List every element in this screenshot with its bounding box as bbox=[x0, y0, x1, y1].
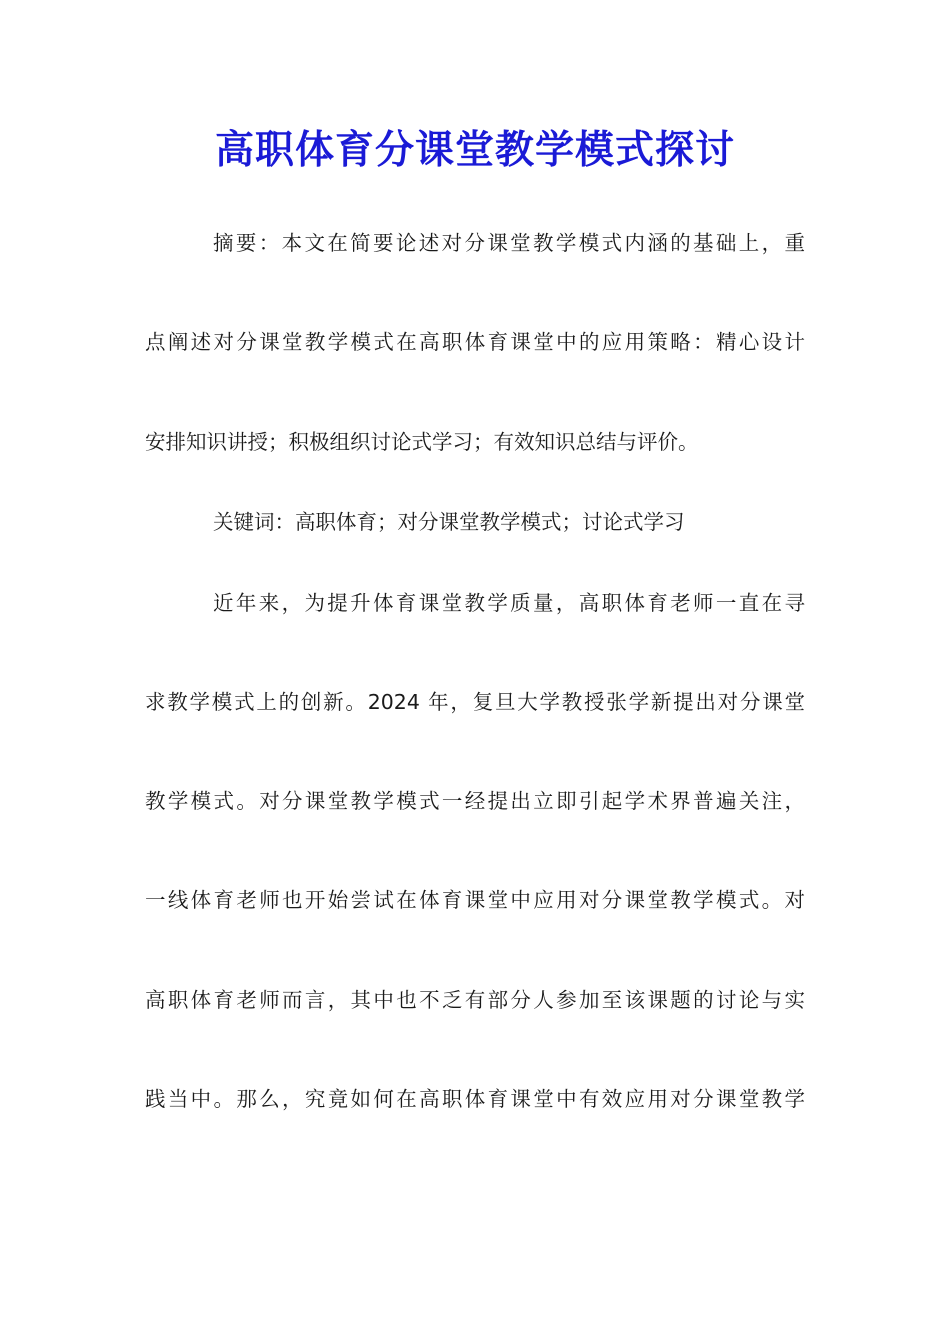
abstract-line-1: 摘要：本文在简要论述对分课堂教学模式内涵的基础上，重 bbox=[213, 231, 805, 255]
document-title: 高职体育分课堂教学模式探讨 bbox=[214, 127, 735, 173]
keywords-line: 关键词：高职体育；对分课堂教学模式；讨论式学习 bbox=[213, 510, 685, 534]
body-line-2: 求教学模式上的创新。2024 年，复旦大学教授张学新提出对分课堂 bbox=[145, 690, 805, 714]
abstract-line-2: 点阐述对分课堂教学模式在高职体育课堂中的应用策略：精心设计 bbox=[145, 330, 805, 354]
body-line-1: 近年来，为提升体育课堂教学质量，高职体育老师一直在寻 bbox=[213, 591, 805, 615]
abstract-line-3: 安排知识讲授；积极组织讨论式学习；有效知识总结与评价。 bbox=[145, 430, 699, 454]
body-line-3: 教学模式。对分课堂教学模式一经提出立即引起学术界普遍关注， bbox=[145, 789, 805, 813]
body-line-6: 践当中。那么，究竟如何在高职体育课堂中有效应用对分课堂教学 bbox=[145, 1087, 805, 1111]
body-line-5: 高职体育老师而言，其中也不乏有部分人参加至该课题的讨论与实 bbox=[145, 988, 805, 1012]
body-line-4: 一线体育老师也开始尝试在体育课堂中应用对分课堂教学模式。对 bbox=[145, 888, 805, 912]
